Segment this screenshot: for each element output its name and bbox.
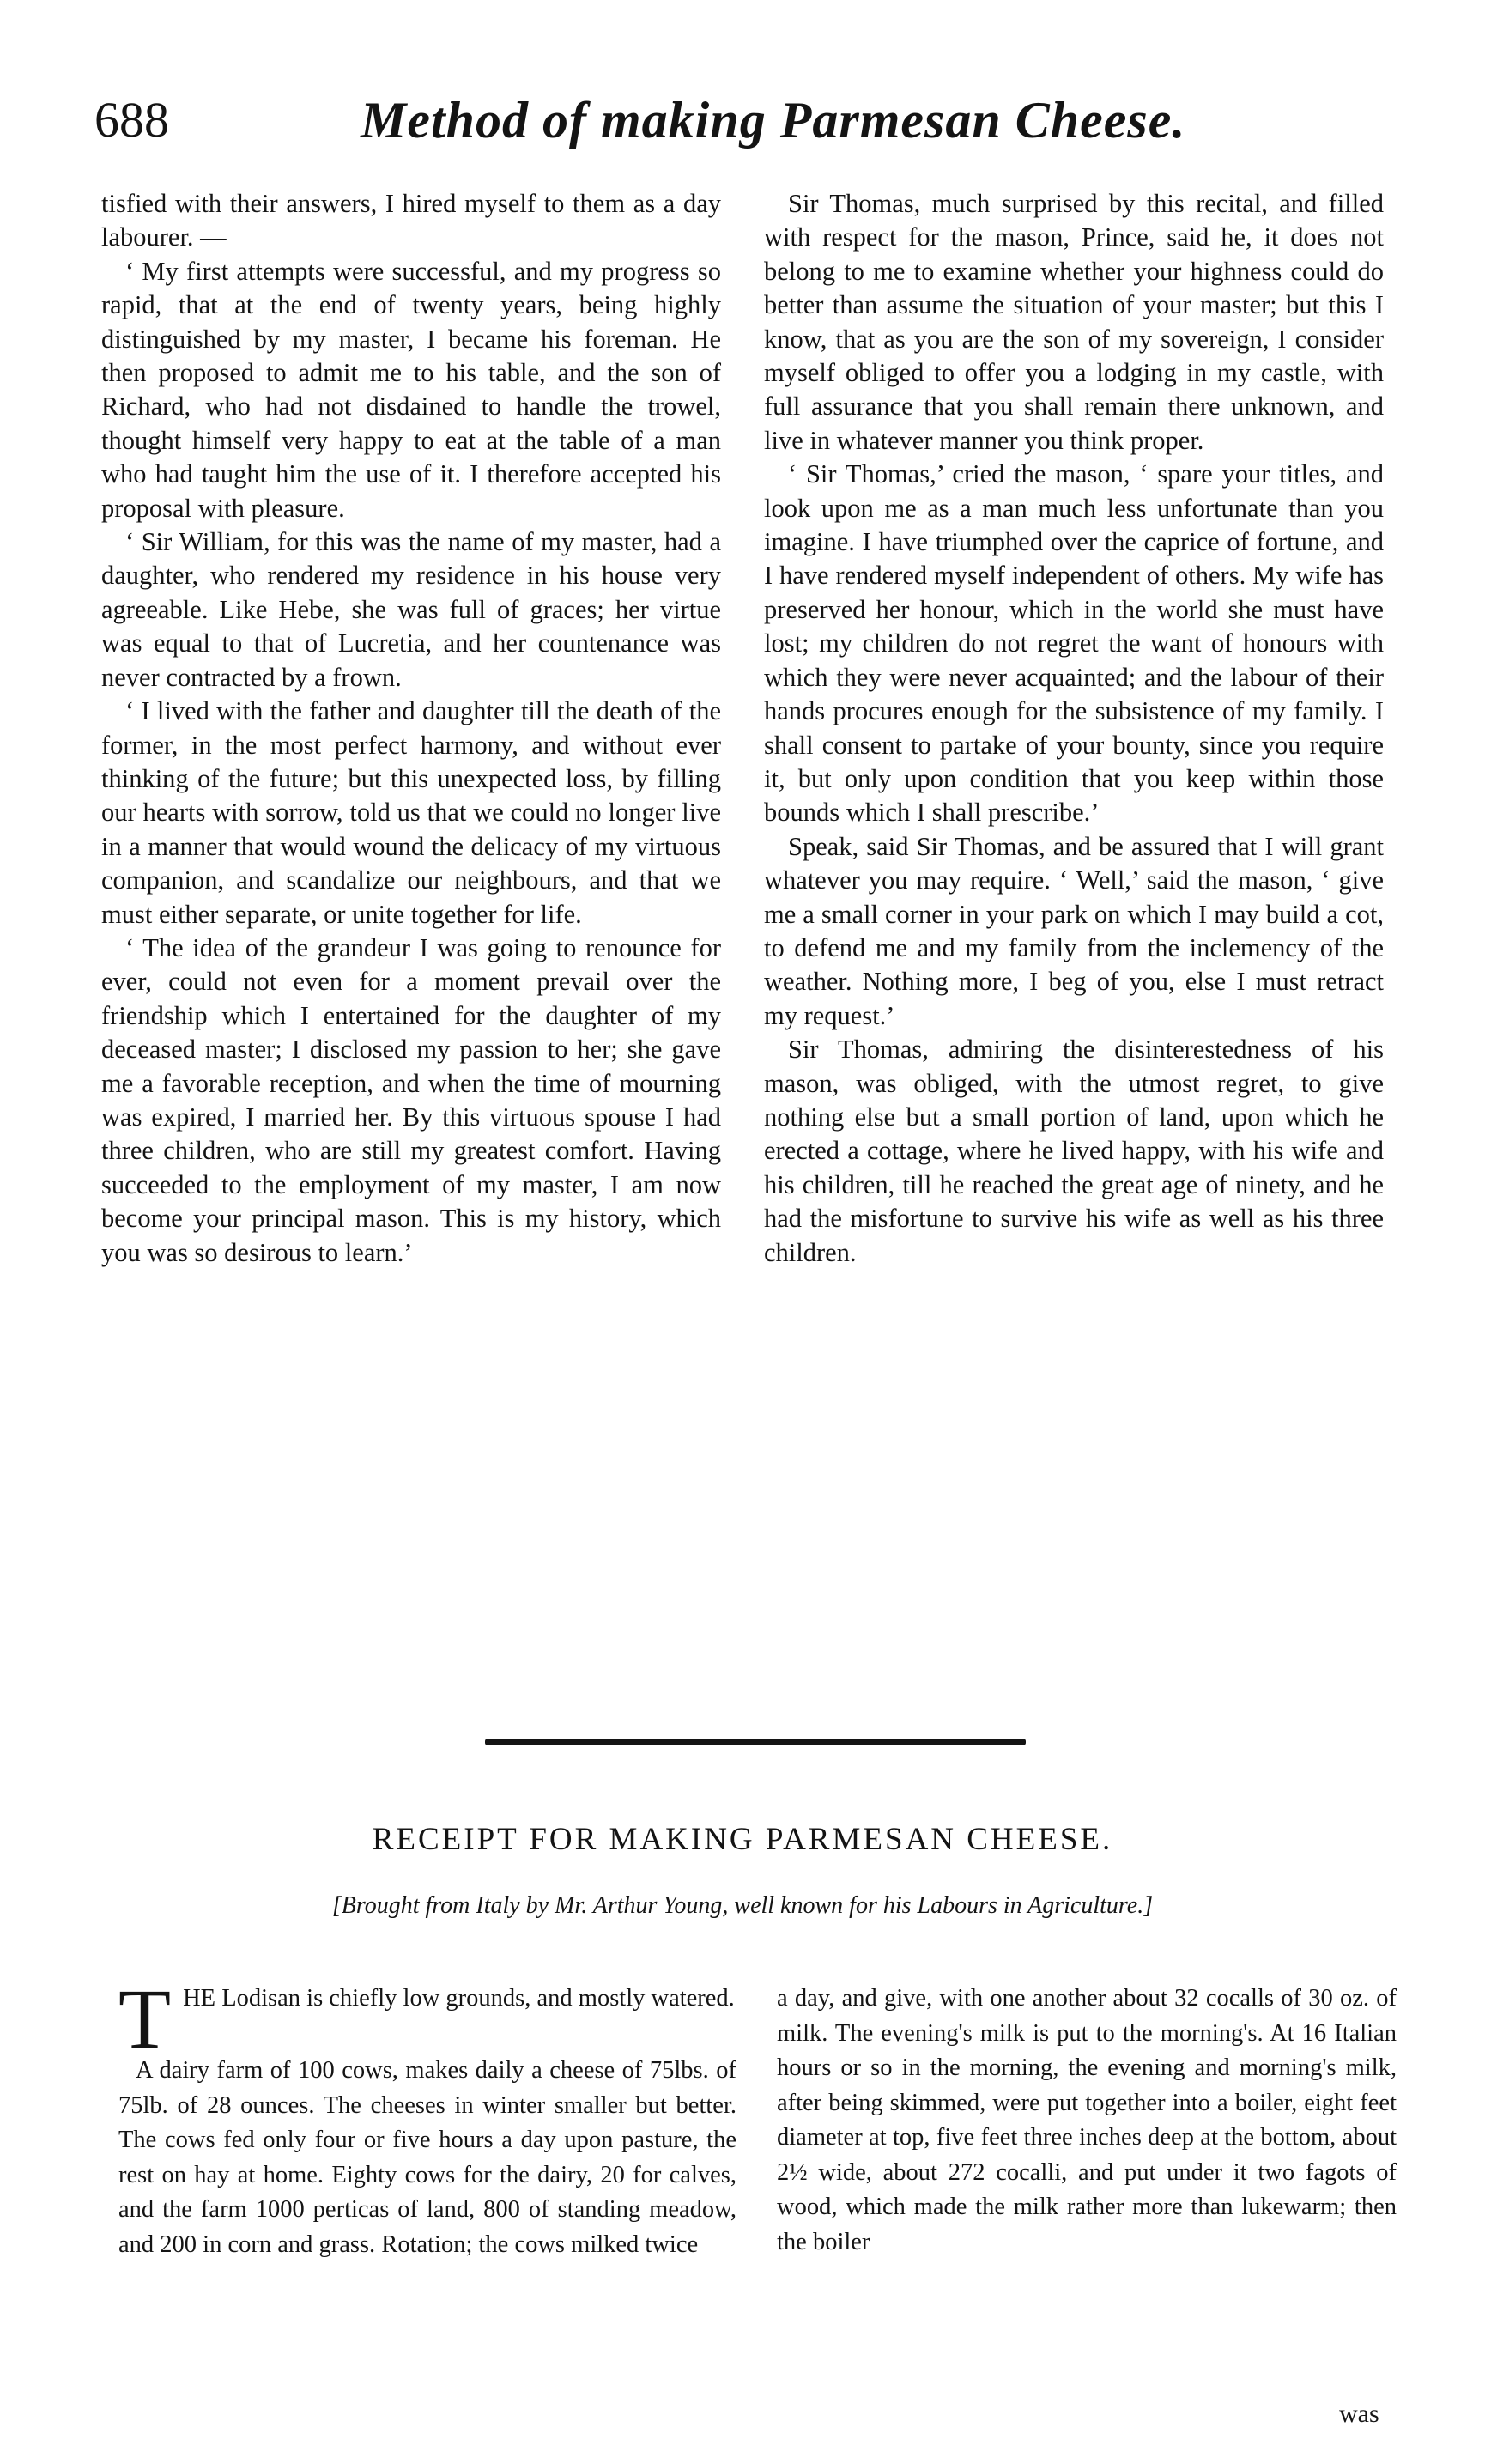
story-paragraph: tisfied with their answers, I hired myself to them as a day labourer. — <box>101 189 721 252</box>
story-paragraph: Sir Thomas, much surprised by this recital, and filled with respect for the mason, Prince, said he, it does not belong to me to examine whether your highness could do better than assume the situation of your master; but this I know, that as you are the son of my sovereign, I consider myself obliged to offer you a lodging in my castle, with full assurance that you shall remain there unknown, and live in whatever manner you think proper. <box>764 189 1384 455</box>
page-header <box>94 86 1399 163</box>
story-paragraph: ‘ Sir Thomas,’ cried the mason, ‘ spare your titles, and look upon me as a man much less unfortunate than you imagine. I have triumphed over the caprice of fortune, and I have rendered myself independent of others. My wife has preserved her honour, which in the world she must have lost; my children do not regret the want of honours with which they were never acquainted; and the labour of their hands procures enough for the subsistence of my family. I shall consent to partake of your bounty, since you require it, but only upon condition that you keep within those bounds which I shall prescribe.’ <box>764 459 1384 828</box>
story-paragraph: ‘ I lived with the father and daughter till the death of the former, in the most perfect harmony, and without ever thinking of the future; but this unexpected loss, by filling our hearts with sorrow, told us that we could no longer live in a manner that would wound the delicacy of my virtuous companion, and scandalize our neighbours, and that we must either separate, or unite together for life. <box>101 696 721 929</box>
story-paragraph: ‘ My first attempts were successful, and my progress so rapid, that at the end of twenty years, being highly distinguished by my master, I became his foreman. He then proposed to admit me to his table, and the son of Richard, who had not disdained to handle the trowel, thought himself very happy to eat at the table of a man who had taught him the use of it. I therefore accepted his proposal with pleasure. <box>101 256 721 523</box>
receipt-subtitle: [Brought from Italy by Mr. Arthur Young, well known for his Labours in Agriculture.] <box>331 1892 1154 1919</box>
page-number: 688 <box>94 92 169 148</box>
story-paragraph: ‘ Sir William, for this was the name of my master, had a daughter, who rendered my residence in his house very agreeable. Like Hebe, she was full of graces; her virtue was equal to that of Lucretia, and her countenance was never contracted by a frown. <box>101 527 721 692</box>
story-left-column <box>101 187 721 1270</box>
story-paragraph: ‘ The idea of the grandeur I was going to renounce for ever, could not even for a moment prevail over the friendship which I entertained for the daughter of my deceased master; I disclosed my passion to her; she gave me a favorable reception, and when the time of mourning was expired, I married her. By this virtuous spouse I had three children, who are still my greatest comfort. Having succeeded to the employment of my master, I am now become your principal mason. This is my history, which you was so desirous to learn.’ <box>101 932 721 1267</box>
receipt-paragraph: a day, and give, with one another about 32 cocalls of 30 oz. of milk. The evening's milk is put to the morning's. At 16 Italian hours or so in the morning, the evening and morning's milk, after being skimmed, were put together into a boiler, eight feet diameter at top, five feet three inches deep at the bottom, about 2½ wide, about 272 cocalli, and put under it two fagots of wood, which made the milk rather more than lukewarm; then the boiler <box>777 1985 1397 2255</box>
drop-cap: T <box>118 1971 172 2066</box>
receipt-opening-text: HE Lodisan is chiefly low grounds, and mostly watered. <box>183 1985 735 2012</box>
story-paragraph: Speak, said Sir Thomas, and be assured that I will grant whatever you may require. ‘ Well,’ said the mason, ‘ give me a small corner in your park on which I may build a cot, to defend me and my family from the inclemency of the weather. Nothing more, I beg of you, else I must retract my request.’ <box>764 831 1384 1030</box>
receipt-left-column <box>118 1971 736 2262</box>
running-title: Method of making Parmesan Cheese. <box>361 92 1186 149</box>
receipt-title: RECEIPT FOR MAKING PARMESAN CHEESE. <box>372 1822 1113 1857</box>
catchword: was <box>1339 2400 1379 2428</box>
section-divider <box>485 1739 1026 1745</box>
story-paragraph: Sir Thomas, admiring the disinterestedness of his mason, was obliged, with the utmost regret, to give nothing else but a small portion of land, upon which he erected a cottage, where he lived happy, with his wife and his children, till he reached the great age of ninety, and he had the misfortune to survive his wife as well as his three children. <box>764 1035 1384 1267</box>
receipt-paragraph <box>118 1971 736 2066</box>
receipt-paragraph: A dairy farm of 100 cows, makes daily a cheese of 75lbs. of 75lb. of 28 ounces. The cheeses in winter smaller but better. The cows fed only four or five hours a day upon pasture, the rest on hay at home. Eighty cows for the dairy, 20 for calves, and the farm 1000 perticas of land, 800 of standing meadow, and 200 in corn and grass. Rotation; the cows milked twice <box>118 2057 736 2258</box>
receipt-right-column <box>777 1982 1397 2260</box>
story-right-column <box>764 187 1384 1270</box>
